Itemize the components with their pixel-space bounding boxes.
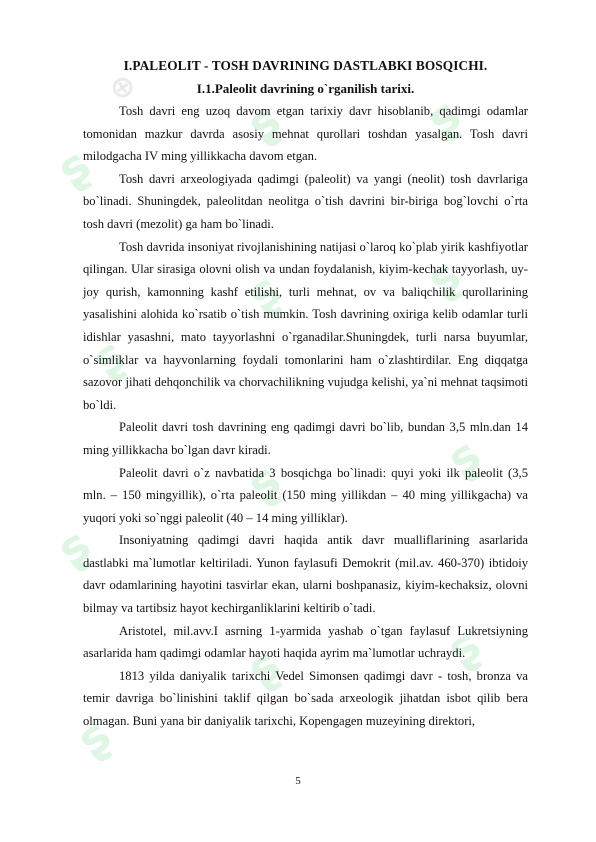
- watermark-logo: ʂ: [236, 637, 291, 697]
- paragraph: Paleolit davri o`z navbatida 3 bosqichga bo`linadi: quyi yoki ilk paleolit (3,5 mln. – 150 mingyillik), o`rta paleolit (150 ming yillikdan – 40 ming yillikgacha) va yuqori yoki so`nggi paleolit (40 – 14 ming yilliklar).: [83, 465, 528, 525]
- watermark-logo: ʂ: [46, 137, 101, 197]
- watermark-logo: ʂ: [236, 452, 291, 512]
- watermark-logo: ⊕: [102, 65, 143, 110]
- watermark-logo: ʂ: [436, 427, 491, 487]
- paragraph: Aristotel, mil.avv.I asrning 1-yarmida yashab o`tgan faylasuf Lukretsiyning asarlarida ham qadimgi odamlar hayoti haqida ayrim ma`lumotlar uchraydi.: [83, 623, 528, 661]
- document-page: [83, 54, 528, 733]
- document-subtitle: I.1.Paleolit davrining o`rganilish tarixi.: [196, 81, 415, 96]
- paragraph: Tosh davri eng uzoq davom etgan tarixiy davr hisoblanib, qadimgi odamlar tomonidan mazkur davrda asosiy mehnat qurollari toshdan yasalgan. Tosh davri milodgacha IV ming yillikkacha davom etgan.: [83, 104, 528, 164]
- watermark-logo: ʂ: [436, 617, 491, 677]
- paragraph: 1813 yilda daniyalik tarixchi Vedel Simonsen qadimgi davr - tosh, bronza va temir davriga bo`linishini taklif qilgan bo`sada arxeologik jihatdan isbot qilib bera olmagan. Buni yana bir daniyalik tarixchi, Kopengagen muzeyining direktori,: [83, 668, 528, 729]
- paragraph: Tosh davri arxeologiyada qadimgi (paleolit) va yangi (neolit) tosh davrlariga bo`linadi. Shuningdek, paleolitdan neolitga o`tish davrini bir-biriga bog`lovchi o`rta tosh davri (mezolit) ga ham bo`linadi.: [83, 171, 528, 231]
- watermark-logo: ʂ: [46, 517, 101, 577]
- document-title: I.PALEOLIT - TOSH DAVRINING DASTLABKI BOSQICHI.: [123, 58, 488, 73]
- watermark-logo: ʂ: [236, 92, 291, 152]
- paragraph: Tosh davrida insoniyat rivojlanishining natijasi o`laroq ko`plab yirik kashfiyotlar qilingan. Ular sirasiga olovni olish va undan foydalanish, kiyim-kechak tayyorlash, uy-joy qurish, kamonning kashf etilishi, turli mehnat, ov va baliqchilik qurollarining yasalishini alohida ko`rsatib o`tish mumkin. Tosh davrining oxiriga kelib odamlar turli idishlar yasashni, mato tayyorlashni o`rganadilar.Shuningdek, turli narsa buyumlar, o`simliklar va hayvonlarning foydali tomonlarini ham o`zlashtirdilar. Eng diqqatga sazovor jihati dehqonchilik va chorvachilikning vujudga kelishi, ya`ni mehnat taqsimoti bo`ldi.: [83, 239, 528, 412]
- watermark-logo: ʂ: [416, 87, 471, 147]
- page-number: 5: [295, 775, 301, 787]
- watermark-logo: ʂ: [81, 327, 136, 387]
- paragraph: Paleolit davri tosh davrining eng qadimgi davri bo`lib, bundan 3,5 mln.dan 14 ming yillikkacha bo`lgan davr kiradi.: [83, 420, 528, 457]
- watermark-logo: ʂ: [416, 247, 471, 307]
- watermark-logo: ʂ: [236, 262, 291, 322]
- watermark-logo: ʂ: [66, 707, 121, 767]
- paragraph: Insoniyatning qadimgi davri haqida antik davr mualliflarining asarlarida dastlabki ma`lumotlar keltiriladi. Yunon faylasufi Demokrit (mil.av. 460-370) ibtidoiy davr odamlarining hayotini tasvirlar ekan, ularni boshpanasiz, kiyim-kechaksiz, olovni bilmay va tartibsiz hayot kechirganliklarini keltirib o`tadi.: [83, 533, 528, 616]
